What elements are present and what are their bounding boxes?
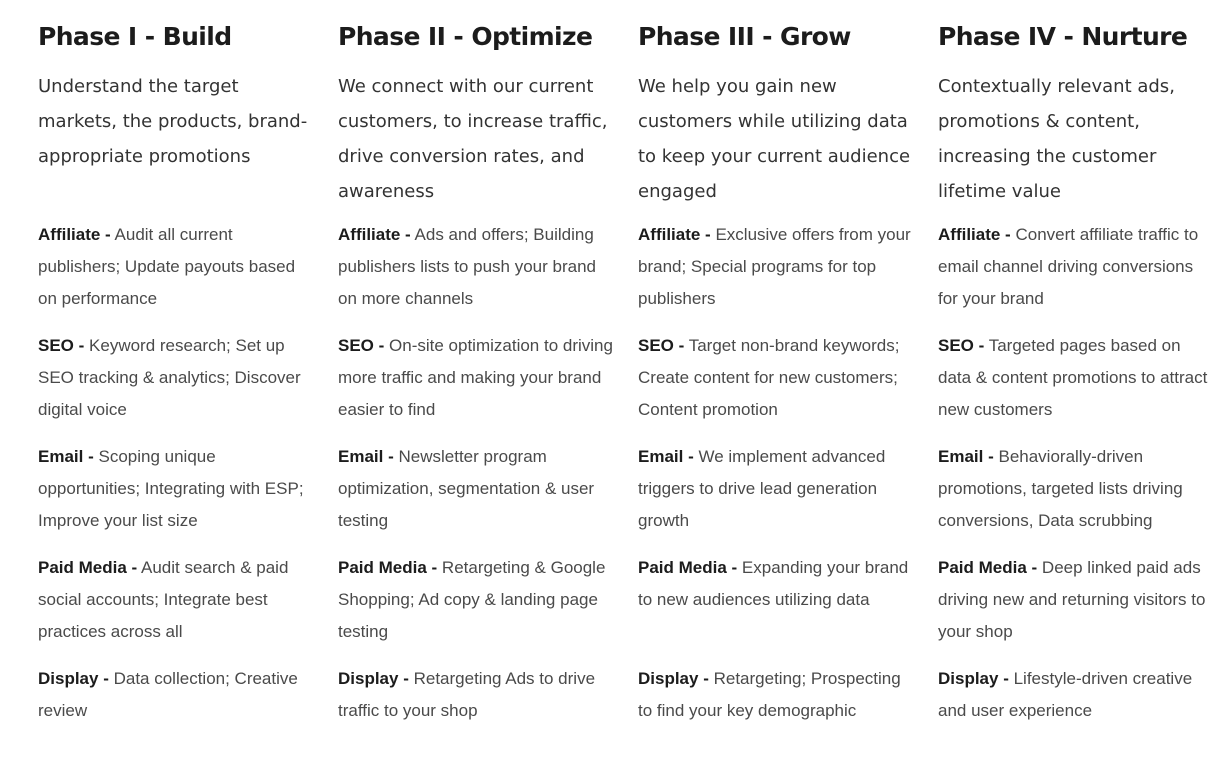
phase-title: Phase III - Grow xyxy=(638,22,851,51)
phase-title: Phase I - Build xyxy=(38,22,232,51)
phase-description: We connect with our current customers, to increase traffic, drive conversion rates, and awareness xyxy=(338,76,608,202)
phase-build-column xyxy=(38,18,338,742)
service-text: Target non-brand keywords; Create content for new customers; Content promotion xyxy=(638,336,900,419)
service-email xyxy=(38,441,316,537)
phase-title: Phase IV - Nurture xyxy=(938,22,1188,51)
service-paid-media xyxy=(638,552,916,648)
phase-description: Understand the target markets, the products, brand-appropriate promotions xyxy=(38,76,308,167)
service-name: Affiliate - xyxy=(338,225,411,244)
service-text: Scoping unique opportunities; Integrating with ESP; Improve your list size xyxy=(38,447,304,530)
service-name: Email - xyxy=(338,447,394,466)
service-display xyxy=(38,663,316,727)
service-name: Display - xyxy=(938,669,1009,688)
service-text: Lifestyle-driven creative and user experience xyxy=(938,669,1193,720)
service-affiliate xyxy=(338,219,616,315)
service-text: Retargeting Ads to drive traffic to your shop xyxy=(338,669,596,720)
service-name: SEO - xyxy=(38,336,85,355)
service-name: Email - xyxy=(38,447,94,466)
service-name: Display - xyxy=(638,669,709,688)
service-email xyxy=(638,441,916,537)
phase-title: Phase II - Optimize xyxy=(338,22,593,51)
service-display xyxy=(638,663,916,727)
service-list xyxy=(638,219,938,727)
service-list xyxy=(338,219,638,727)
service-text: Retargeting; Prospecting to find your key demographic xyxy=(638,669,901,720)
service-paid-media xyxy=(938,552,1216,648)
service-name: Paid Media - xyxy=(638,558,738,577)
service-text: Expanding your brand to new audiences utilizing data xyxy=(638,558,909,609)
service-affiliate xyxy=(38,219,316,315)
service-name: SEO - xyxy=(938,336,985,355)
service-list xyxy=(938,219,1232,727)
service-display xyxy=(338,663,616,727)
service-seo xyxy=(338,330,616,426)
service-paid-media xyxy=(338,552,616,648)
service-display xyxy=(938,663,1216,727)
service-name: Affiliate - xyxy=(38,225,111,244)
service-email xyxy=(938,441,1216,537)
service-name: SEO - xyxy=(638,336,685,355)
service-name: Affiliate - xyxy=(638,225,711,244)
service-text: Ads and offers; Building publishers lists to push your brand on more channels xyxy=(338,225,596,308)
service-text: Deep linked paid ads driving new and returning visitors to your shop xyxy=(938,558,1206,641)
service-text: Keyword research; Set up SEO tracking & analytics; Discover digital voice xyxy=(38,336,301,419)
service-seo xyxy=(38,330,316,426)
service-text: On-site optimization to driving more traffic and making your brand easier to find xyxy=(338,336,613,419)
service-email xyxy=(338,441,616,537)
phase-grow-column xyxy=(638,18,938,742)
service-affiliate xyxy=(638,219,916,315)
service-name: Affiliate - xyxy=(938,225,1011,244)
service-text: Audit all current publishers; Update payouts based on performance xyxy=(38,225,296,308)
service-name: Display - xyxy=(338,669,409,688)
service-affiliate xyxy=(938,219,1216,315)
service-text: We implement advanced triggers to drive lead generation growth xyxy=(638,447,886,530)
phase-description: We help you gain new customers while utilizing data to keep your current audience engaged xyxy=(638,76,911,202)
service-name: Paid Media - xyxy=(338,558,438,577)
service-name: Display - xyxy=(38,669,109,688)
service-paid-media xyxy=(38,552,316,648)
phases-grid xyxy=(38,18,1218,742)
service-seo xyxy=(638,330,916,426)
phase-nurture-column xyxy=(938,18,1232,742)
service-text: Retargeting & Google Shopping; Ad copy & landing page testing xyxy=(338,558,606,641)
service-list xyxy=(38,219,338,727)
service-text: Targeted pages based on data & content promotions to attract new customers xyxy=(938,336,1208,419)
service-text: Exclusive offers from your brand; Special programs for top publishers xyxy=(638,225,911,308)
service-text: Newsletter program optimization, segmentation & user testing xyxy=(338,447,595,530)
service-text: Data collection; Creative review xyxy=(38,669,298,720)
service-text: Audit search & paid social accounts; Integrate best practices across all xyxy=(38,558,289,641)
service-name: Email - xyxy=(938,447,994,466)
service-text: Convert affiliate traffic to email channel driving conversions for your brand xyxy=(938,225,1199,308)
service-name: Paid Media - xyxy=(938,558,1038,577)
service-name: Paid Media - xyxy=(38,558,138,577)
phase-description: Contextually relevant ads, promotions & content, increasing the customer lifetime value xyxy=(938,76,1175,202)
service-seo xyxy=(938,330,1216,426)
service-name: SEO - xyxy=(338,336,385,355)
phase-optimize-column xyxy=(338,18,638,742)
service-text: Behaviorally-driven promotions, targeted lists driving conversions, Data scrubbing xyxy=(938,447,1183,530)
service-name: Email - xyxy=(638,447,694,466)
